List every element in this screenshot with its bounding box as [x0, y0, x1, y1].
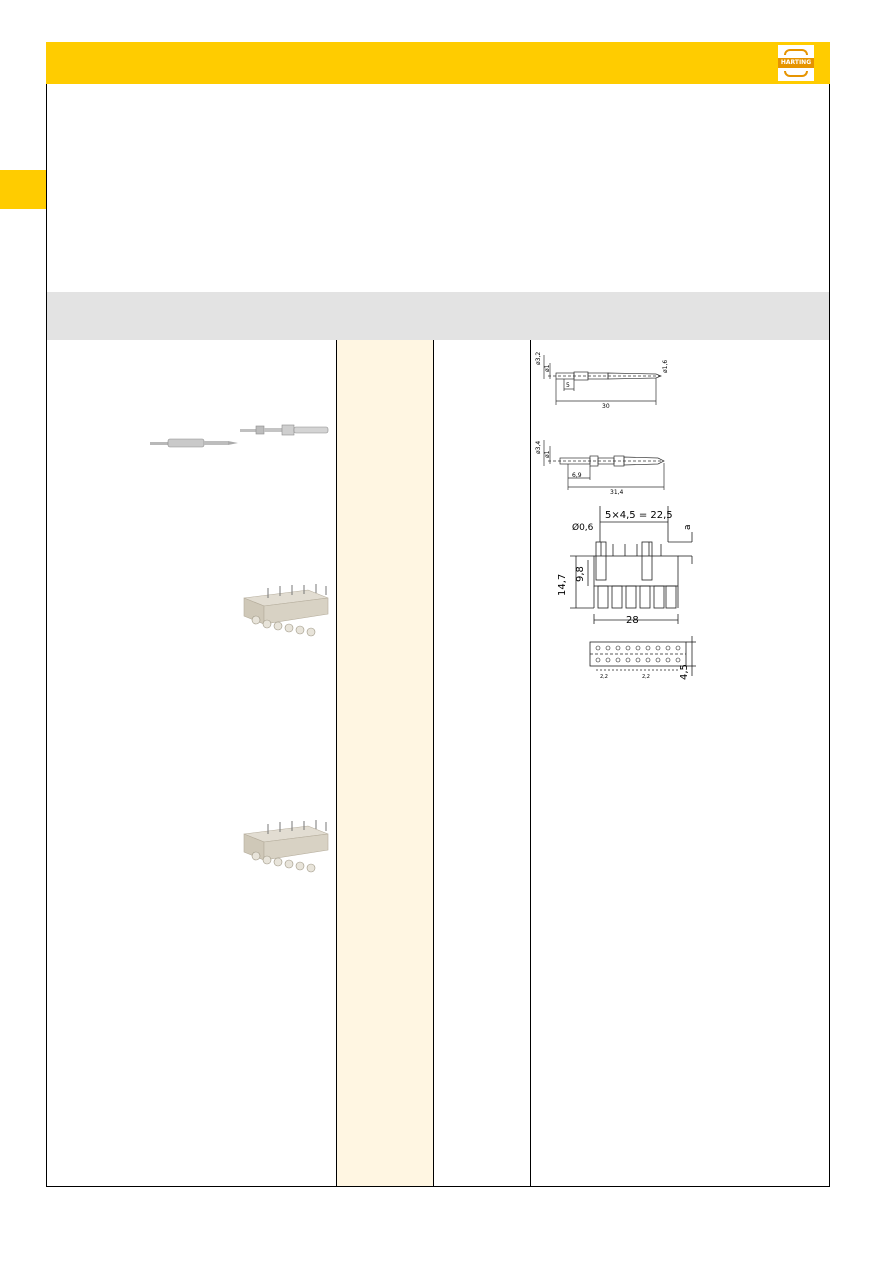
section-header-band [47, 292, 829, 340]
dim-depth: 4,5 [679, 664, 690, 680]
dim-len-total: 30 [602, 403, 610, 410]
dim-bottom-pitch: 2,2 [642, 674, 650, 680]
dim-a: a [683, 524, 693, 530]
logo-arc-bottom [784, 71, 808, 77]
harting-logo [778, 45, 814, 81]
female-contact-image [240, 425, 328, 435]
female-contact-drawing [536, 432, 676, 496]
dim-height: 14,7 [557, 573, 568, 596]
module-drawing [552, 502, 702, 684]
highlight-column [337, 340, 433, 1186]
chapter-tab [0, 170, 46, 209]
module-photo [238, 584, 334, 640]
dim-len-a: 6,9 [572, 472, 582, 479]
dim-width: 28 [626, 615, 639, 626]
column-divider [433, 340, 434, 1186]
male-contact-image [150, 439, 238, 447]
dim-dia-collar: ø3,4 [535, 440, 542, 454]
dim-dia-shank: ø1 [544, 364, 551, 372]
male-contact-drawing [536, 345, 676, 411]
dim-pin-dia: Ø0,6 [572, 523, 594, 533]
dim-len-a: 5 [566, 382, 570, 389]
header-bar [46, 42, 830, 84]
dim-pitch: 5×4,5 = 22,5 [605, 510, 673, 521]
dim-dia-shank: ø1 [544, 450, 551, 458]
dim-dia-tip: ø1,6 [662, 359, 669, 373]
column-divider [336, 340, 337, 1186]
column-divider [530, 340, 531, 1186]
dim-height-inner: 9,8 [575, 566, 586, 582]
logo-text: HARTING [778, 58, 814, 68]
logo-arc-top [784, 49, 808, 55]
module-photo [238, 820, 334, 876]
dim-bottom-pitch: 2,2 [600, 674, 608, 680]
crimp-contact-photo [148, 418, 330, 452]
dim-dia-collar: ø3,2 [535, 351, 542, 365]
dim-len-total: 31,4 [610, 489, 624, 496]
content-frame [46, 84, 830, 1187]
